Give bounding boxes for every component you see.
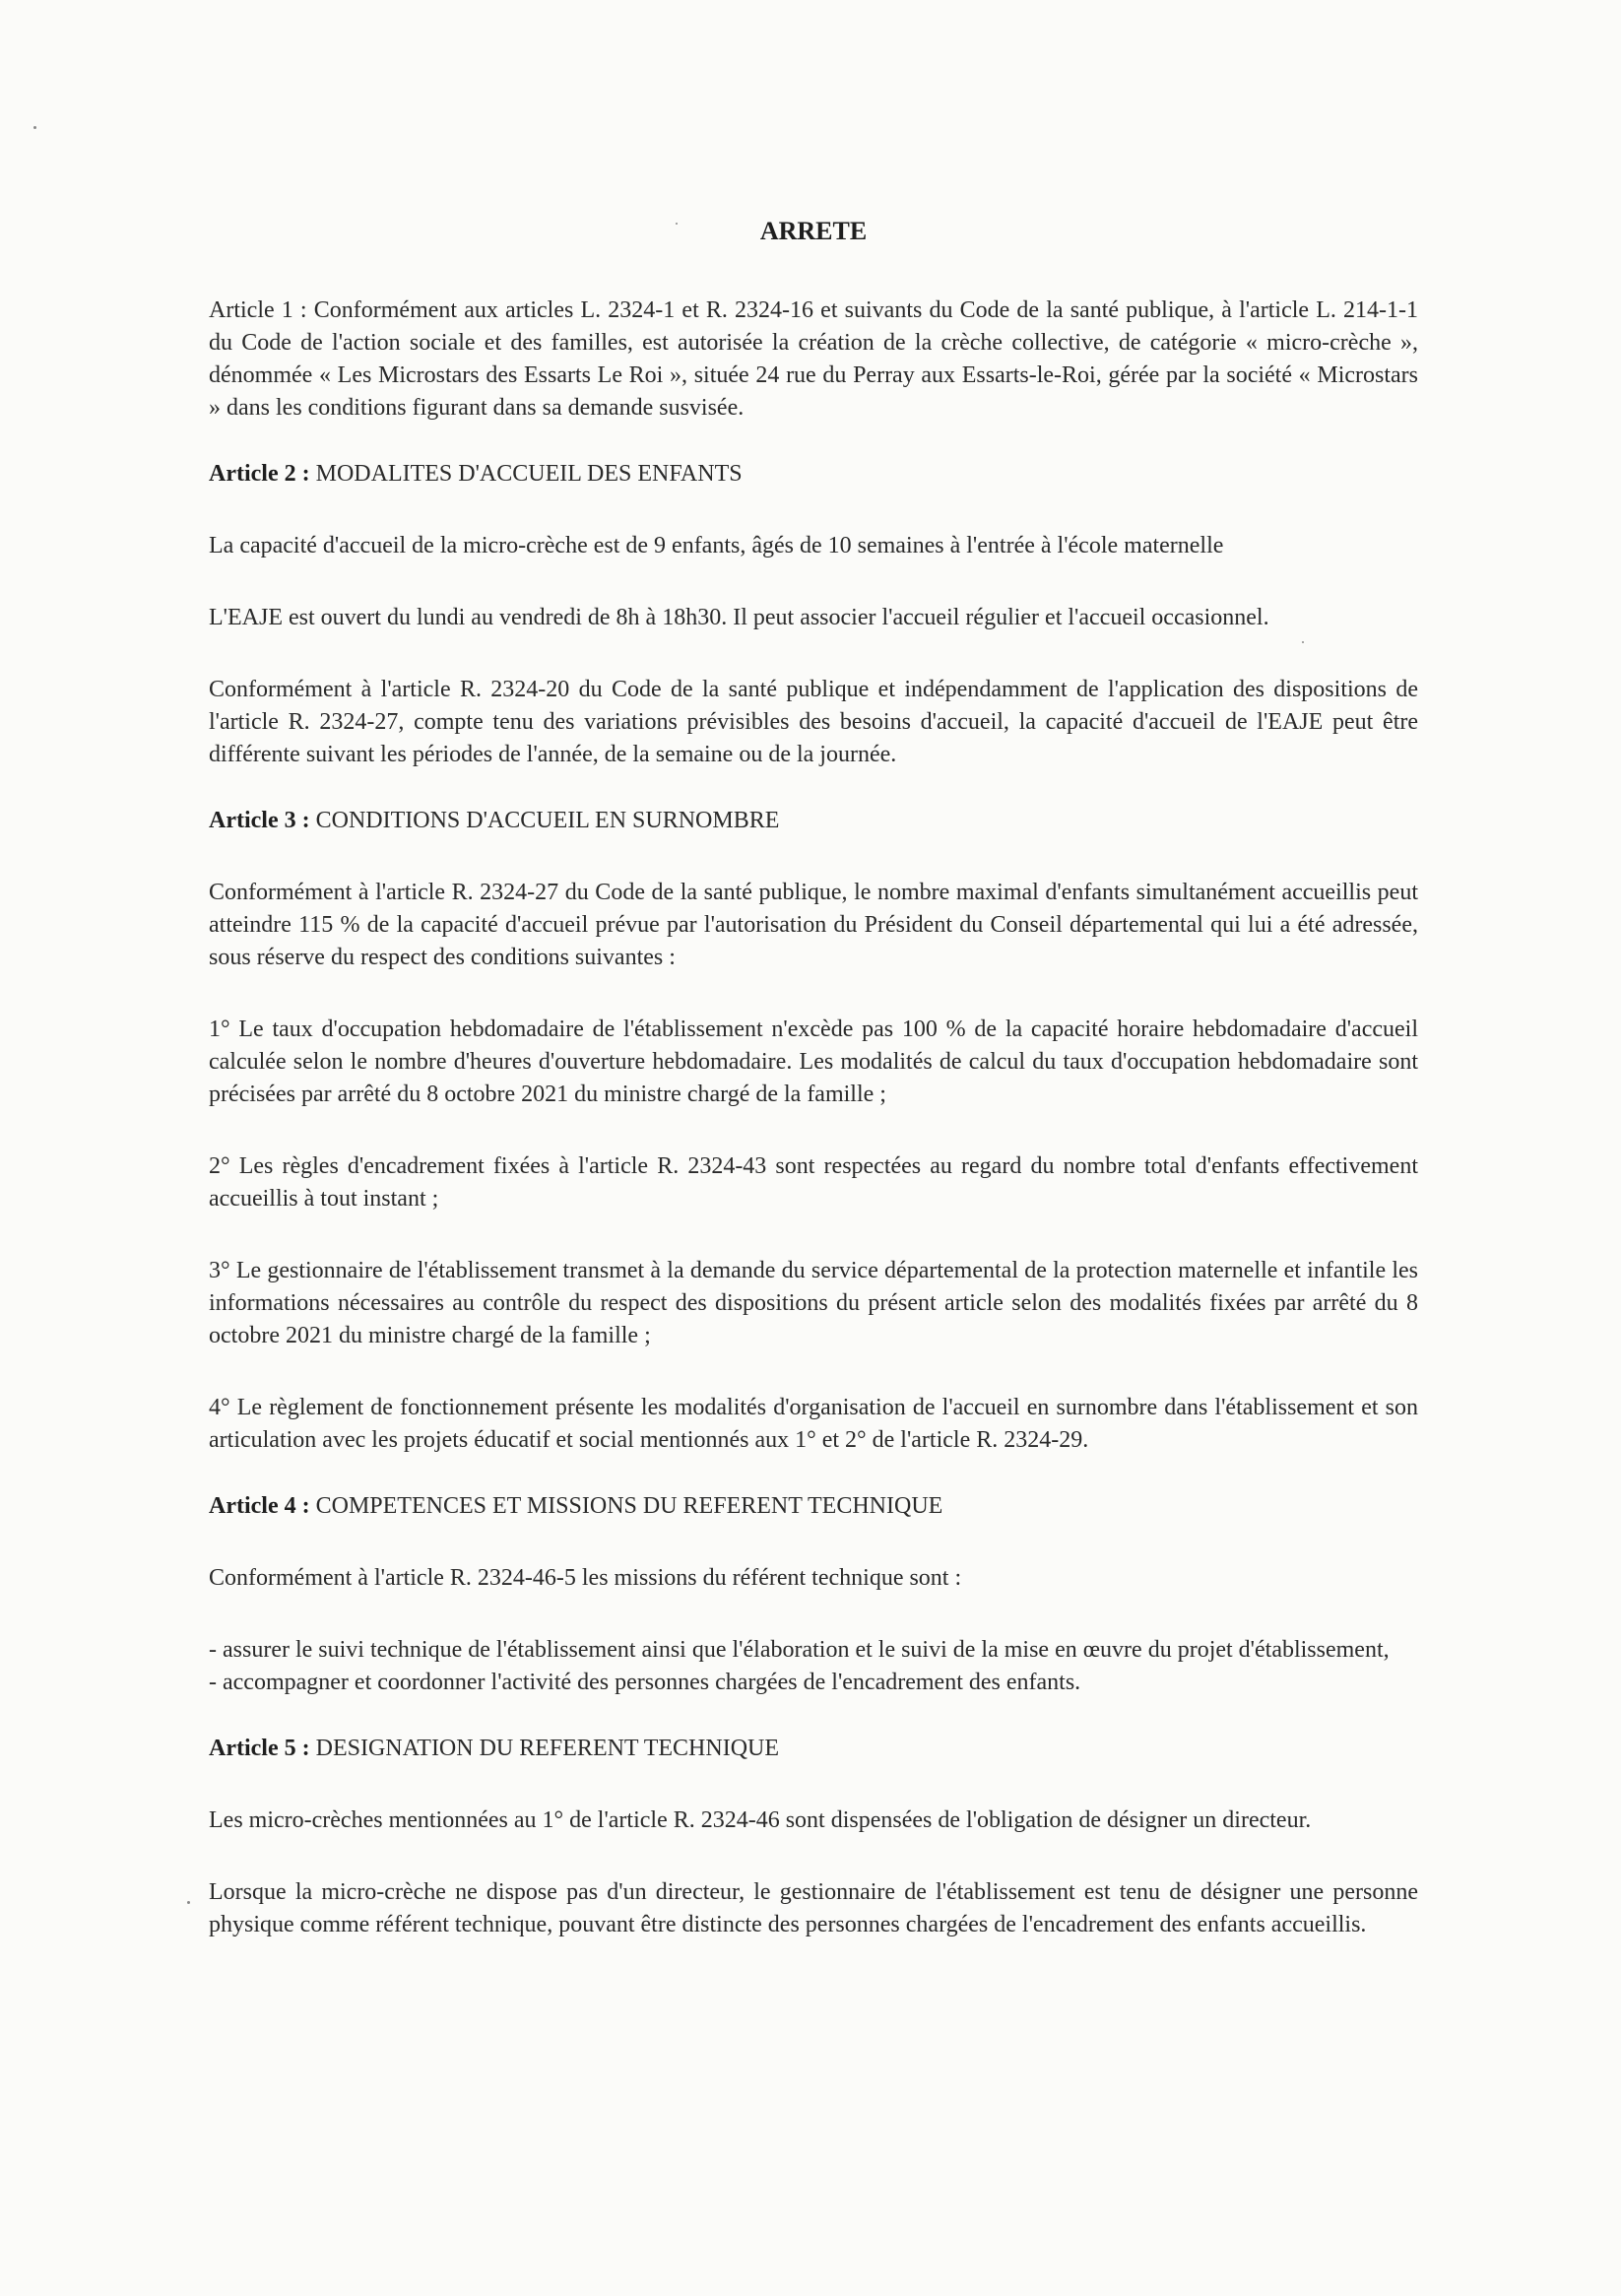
article-5-label: Article 5 : (209, 1736, 310, 1761)
article-2-paragraph-2: L'EAJE est ouvert du lundi au vendredi de 8h à 18h30. Il peut associer l'accueil régulier et l'accueil occasionnel. (209, 605, 1269, 630)
article-5-title: DESIGNATION DU REFERENT TECHNIQUE (315, 1736, 780, 1761)
article-4-title: COMPETENCES ET MISSIONS DU REFERENT TECHNIQUE (315, 1493, 943, 1519)
article-2-paragraph-3: Conformément à l'article R. 2324-20 du Code de la santé publique et indépendamment de l'application des dispositions de l'article R. 2324-27, compte tenu des variations prévisibles des besoins d'accueil, la capacité d'accueil de l'EAJE peut être différente suivant les périodes de l'année, de la semaine ou de la journée. (209, 677, 1418, 767)
article-5-paragraph-1: Les micro-crèches mentionnées au 1° de l'article R. 2324-46 sont dispensées de l'obligation de désigner un directeur. (209, 1807, 1312, 1833)
article-5-heading (209, 1733, 1418, 1765)
article-5-paragraph-2: Lorsque la micro-crèche ne dispose pas d'un directeur, le gestionnaire de l'établissement est tenu de désigner une personne physique comme référent technique, pouvant être distincte des personnes chargées de l'encadrement des enfants accueillis. (209, 1879, 1418, 1937)
article-4-label: Article 4 : (209, 1493, 310, 1519)
article-3-condition-4: 4° Le règlement de fonctionnement présente les modalités d'organisation de l'accueil en surnombre dans l'établissement et son articulation avec les projets éducatif et social mentionnés aux 1° et 2° de l'article R. 2324-29. (209, 1395, 1418, 1453)
scan-speck (187, 1901, 190, 1904)
article-3-heading (209, 805, 1418, 837)
article-2-heading (209, 458, 1418, 491)
article-4-mission-1: - assurer le suivi technique de l'établissement ainsi que l'élaboration et le suivi de la mise en œuvre du projet d'établissement, (209, 1637, 1390, 1663)
article-3-condition-3: 3° Le gestionnaire de l'établissement transmet à la demande du service départemental de la protection maternelle et infantile les informations nécessaires au contrôle du respect des dispositions du présent article selon des modalités fixées par arrêté du 8 octobre 2021 du ministre chargé de la famille ; (209, 1258, 1418, 1348)
article-2-label: Article 2 : (209, 461, 310, 487)
document-body (209, 215, 1418, 1941)
article-3-paragraph-1: Conformément à l'article R. 2324-27 du Code de la santé publique, le nombre maximal d'enfants simultanément accueillis peut atteindre 115 % de la capacité d'accueil prévue par l'autorisation du Président du Conseil départemental qui lui a été adressée, sous réserve du respect des conditions suivantes : (209, 880, 1418, 970)
article-3-title: CONDITIONS D'ACCUEIL EN SURNOMBRE (315, 808, 780, 833)
article-3-label: Article 3 : (209, 808, 310, 833)
scan-speck (33, 126, 36, 129)
article-1-paragraph (209, 295, 1418, 425)
document-title: ARRETE (759, 217, 868, 245)
article-2-title: MODALITES D'ACCUEIL DES ENFANTS (315, 461, 743, 487)
article-4-intro: Conformément à l'article R. 2324-46-5 les missions du référent technique sont : (209, 1565, 962, 1591)
article-4-mission-2: - accompagner et coordonner l'activité des personnes chargées de l'encadrement des enfants. (209, 1670, 1081, 1695)
article-3-condition-2: 2° Les règles d'encadrement fixées à l'article R. 2324-43 sont respectées au regard du nombre total d'enfants effectivement accueillis à tout instant ; (209, 1153, 1418, 1212)
article-2-paragraph-1: La capacité d'accueil de la micro-crèche est de 9 enfants, âgés de 10 semaines à l'entrée à l'école maternelle (209, 533, 1224, 558)
article-1-label: Article 1 : (209, 297, 307, 323)
article-3-condition-1: 1° Le taux d'occupation hebdomadaire de l'établissement n'excède pas 100 % de la capacité horaire hebdomadaire d'accueil calculée selon le nombre d'heures d'ouverture hebdomadaire. Les modalités de calcul du taux d'occupation hebdomadaire sont précisées par arrêté du 8 octobre 2021 du ministre chargé de la famille ; (209, 1017, 1418, 1107)
article-4-heading (209, 1490, 1418, 1523)
article-1-text: Conformément aux articles L. 2324-1 et R. 2324-16 et suivants du Code de la santé publique, à l'article L. 214-1-1 du Code de l'action sociale et des familles, est autorisée la création de la crèche collective, de catégorie « micro-crèche », dénommée « Les Microstars des Essarts Le Roi », située 24 rue du Perray aux Essarts-le-Roi, gérée par la société « Microstars » dans les conditions figurant dans sa demande susvisée. (209, 297, 1418, 421)
